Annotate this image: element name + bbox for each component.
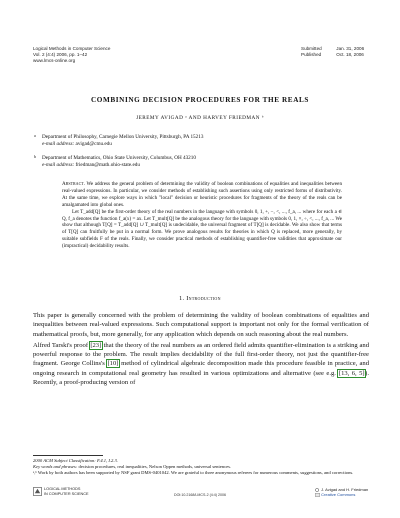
abstract-text-1: We address the general problem of determining the validity of boolean combinations of equalities and inequalities between real-valued expressions. In particular, we consider methods of establishing such assertions using only restricted forms of distributivity. At the same time, we explore ways in which "local" decision or heuristic procedures for fragments of the theory of the reals can be amalgamated into global ones. [62,181,342,208]
affiliation-text: Department of Philosophy, Carnegie Mellon University, Pittsburgh, PA 15213 [42,134,204,140]
footnote-rule [33,455,103,456]
email-label: e-mail address [42,161,73,168]
journal-website[interactable]: www.lmcs-online.org [33,57,76,63]
journal-volume: Vol. 2 (4:4) 2006, pp. 1–42 [33,51,88,57]
section-heading [0,295,400,302]
affiliation-marker: b [34,154,36,159]
abstract-paragraph-2: Let T_add[Q] be the first-order theory of the real numbers in the language with symbols 0, 1, +, −, <, ..., f_a, ... where for each a ∈ Q, f_a denotes the function f_a(x) = ax. Let T_mult[Q] be the analogous theory for the language with symbols 0, 1, ×, ÷, <, ..., f_a, ... We show that although T[Q] = T_add[Q] ∪ T_mult[Q] is undecidable, the universal fragment of T[Q] is decidable. We also show that terms of T[Q] can fruitfully be put in a normal form. We prove analogous results for theories in which Q is replaced, more generally, by suitable subfields F of the reals. Finally, we consider practical methods of establishing quantifier-free validities that approximate our (impractical) decidability results. [62,208,342,250]
keywords-label: Key words and phrases: [33,464,78,470]
published-date: Oct. 18, 2006 [336,51,364,57]
page-footer [0,487,400,501]
paper-authors: JEREMY AVIGAD ᵃ AND HARVEY FRIEDMAN ᵇ [136,115,264,121]
license-link[interactable]: Creative Commons [321,492,356,497]
abstract [62,181,342,250]
affiliation-b: b Department of Mathematics, Ohio State University, Columbus, OH 43210 e-mail address: friedman@math.ohio-state.edu [34,154,196,168]
email-address[interactable]: friedman@math.ohio-state.edu [75,161,140,168]
abstract-paragraph-1 [62,181,342,209]
affiliation-marker: a [34,133,36,138]
doi-text[interactable]: DOI:10.2168/LMCS-2 (4:4) 2006 [174,493,226,497]
citation-link[interactable]: [10] [107,360,119,368]
creative-commons-icon [315,493,320,497]
paper-title: COMBINING DECISION PROCEDURES FOR THE REALS [91,96,309,104]
body-text [33,311,369,387]
submitted-date: Jan. 31, 2006 [336,46,365,51]
dates-header [301,46,364,58]
email-label: e-mail address [42,140,73,147]
affiliation-text: Department of Mathematics, Ohio State University, Columbus, OH 43210 [42,155,196,161]
section-number: 1. [179,295,185,302]
keywords-text: decision procedures, real inequalities, Nelson Oppen methods, universal sentences. [77,464,232,470]
affiliation-a: a Department of Philosophy, Carnegie Mellon University, Pittsburgh, PA 15213 e-mail address: avigad@cmu.edu [34,133,204,147]
abstract-label: Abstract. [62,181,85,187]
lmcs-logo-text: LOGICAL METHODS IN COMPUTER SCIENCE [44,487,89,496]
email-address[interactable]: avigad@cmu.edu [75,140,112,147]
published-label: Published [301,51,322,57]
msc-classification: 2000 ACM Subject Classification: F.4.1, I.2.3. [33,458,118,463]
citation-link[interactable]: [13, 6, 5] [338,369,365,377]
section-title: Introduction [186,295,221,302]
copyright-holder: J. Avigad and H. Friedman [321,487,369,492]
citation-link[interactable]: [23] [90,341,102,349]
body-paragraph-1: This paper is generally concerned with the problem of determining the validity of boolean combinations of equalities and inequalities between real-valued expressions. Such computational support is important not only for the formal verification of mathematical proofs, but, more generally, for any application which depends on such reasoning about the real numbers. [33,312,369,338]
funding-note: ᵃ,ᵇ Work by both authors has been supported by NSF grant DMS-0401042. We are grateful to three anonymous referees for numerous comments, suggestions, and corrections. [33,470,354,476]
journal-header [33,46,110,63]
submitted-label: Submitted [301,46,322,51]
body-paragraph-2: Alfred Tarski's proof [23] that the theory of the real numbers as an ordered field admits quantifier-elimination is a striking and powerful response to the problem. The result implies decidability of the full first-order theory, not just the quantifier-free fragment. George Collins's [10] method of cylindrical algebraic decomposition made this procedure feasible in practice, and ongoing research in computational real geometry has resulted in various optimizations and alternative (see e.g. [13, 6, 5]). Recently, a proof-producing version of [33,341,369,387]
footnotes [33,458,369,477]
copyright-block [315,487,368,497]
journal-name: Logical Methods in Computer Science [33,46,111,51]
